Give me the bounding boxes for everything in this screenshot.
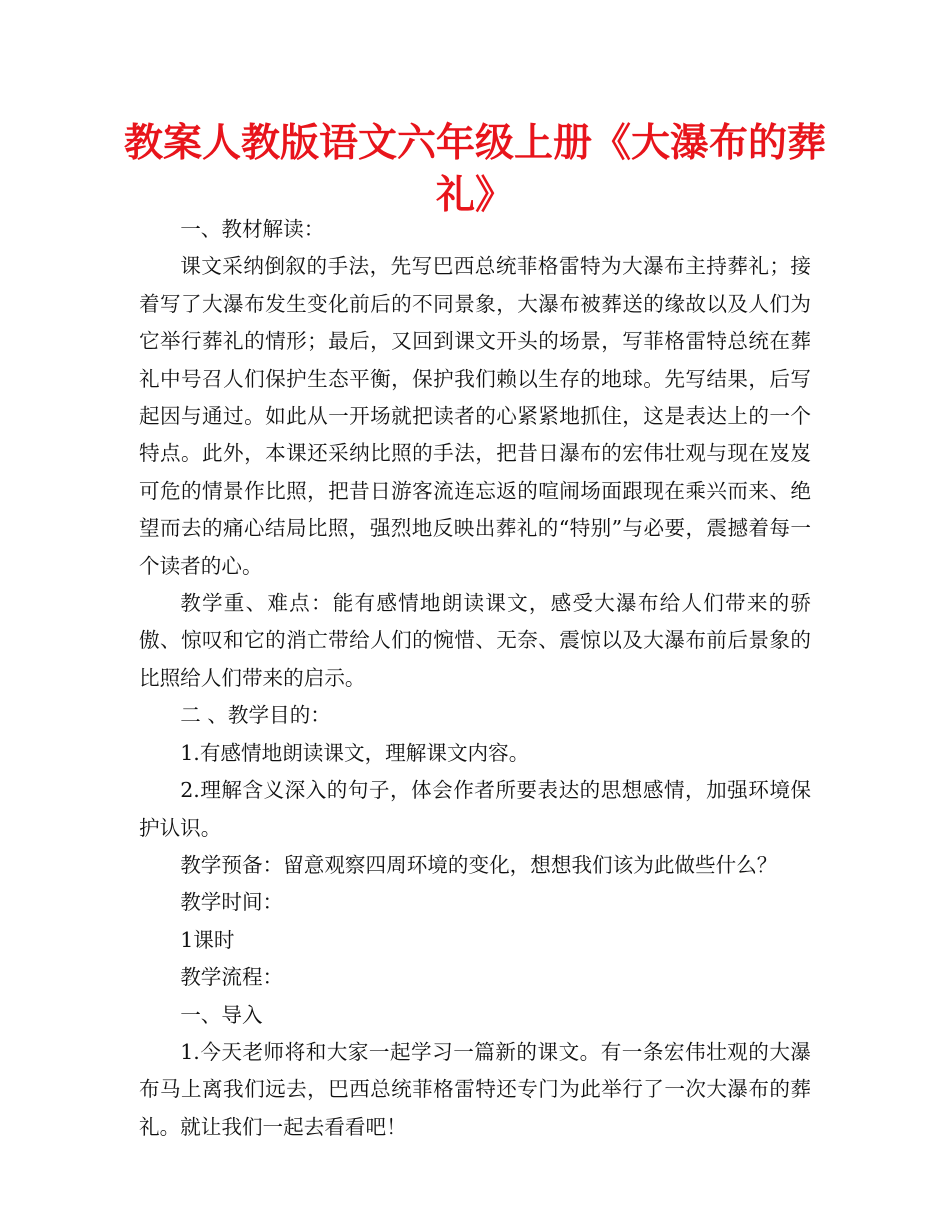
paragraph-introduction-1: 1.今天老师将和大家一起学习一篇新的课文。有一条宏伟壮观的大瀑布马上离我们远去，巴西总统菲格雷特还专门为此举行了一次大瀑布的葬礼。就让我们一起去看看吧！	[139, 1039, 811, 1139]
paragraph-textbook-analysis: 课文采纳倒叙的手法，先写巴西总统菲格雷特为大瀑布主持葬礼；接着写了大瀑布发生变化前后的不同景象，大瀑布被葬送的缘故以及人们为它举行葬礼的情形；最后，又回到课文开头的场景，写菲格雷特总统在葬礼中号召人们保护生态平衡，保护我们赖以生存的地球。先写结果，后写起因与通过。如此从一开场就把读者的心紧紧地抓住，这是表达上的一个特点。此外，本课还采纳比照的手法，把昔日瀑布的宏伟壮观与现在岌岌可危的情景作比照，把昔日游客流连忘返的喧闹场面跟现在乘兴而来、绝望而去的痛心结局比照，强烈地反映出葬礼的“特别”与必要，震撼着每一个读者的心。	[139, 254, 811, 578]
document-body	[139, 211, 811, 1146]
label-teaching-time: 教学时间：	[180, 890, 284, 915]
label-teaching-process: 教学流程：	[180, 965, 284, 990]
list-item-goal-1: 1.有感情地朗读课文，理解课文内容。	[180, 740, 530, 765]
document-title: 教案人教版语文六年级上册《大瀑布的葬礼》	[123, 121, 826, 218]
section-heading-textbook-analysis: 一、教材解读：	[180, 217, 325, 241]
paragraph-preparation: 教学预备：留意观察四周环境的变化，想想我们该为此做些什么？	[180, 852, 778, 877]
section-heading-introduction: 一、导入	[180, 1002, 263, 1027]
list-item-goal-2: 2.理解含义深入的句子，体会作者所要表达的思想感情，加强环境保护认识。	[139, 778, 811, 840]
section-heading-teaching-goals: 二 、教学目的：	[180, 703, 331, 728]
paragraph-key-points: 教学重、难点：能有感情地朗读课文，感受大瀑布给人们带来的骄傲、惊叹和它的消亡带给人们的惋惜、无奈、震惊以及大瀑布前后景象的比照给人们带来的启示。	[139, 591, 811, 690]
value-teaching-time: 1课时	[180, 927, 235, 952]
